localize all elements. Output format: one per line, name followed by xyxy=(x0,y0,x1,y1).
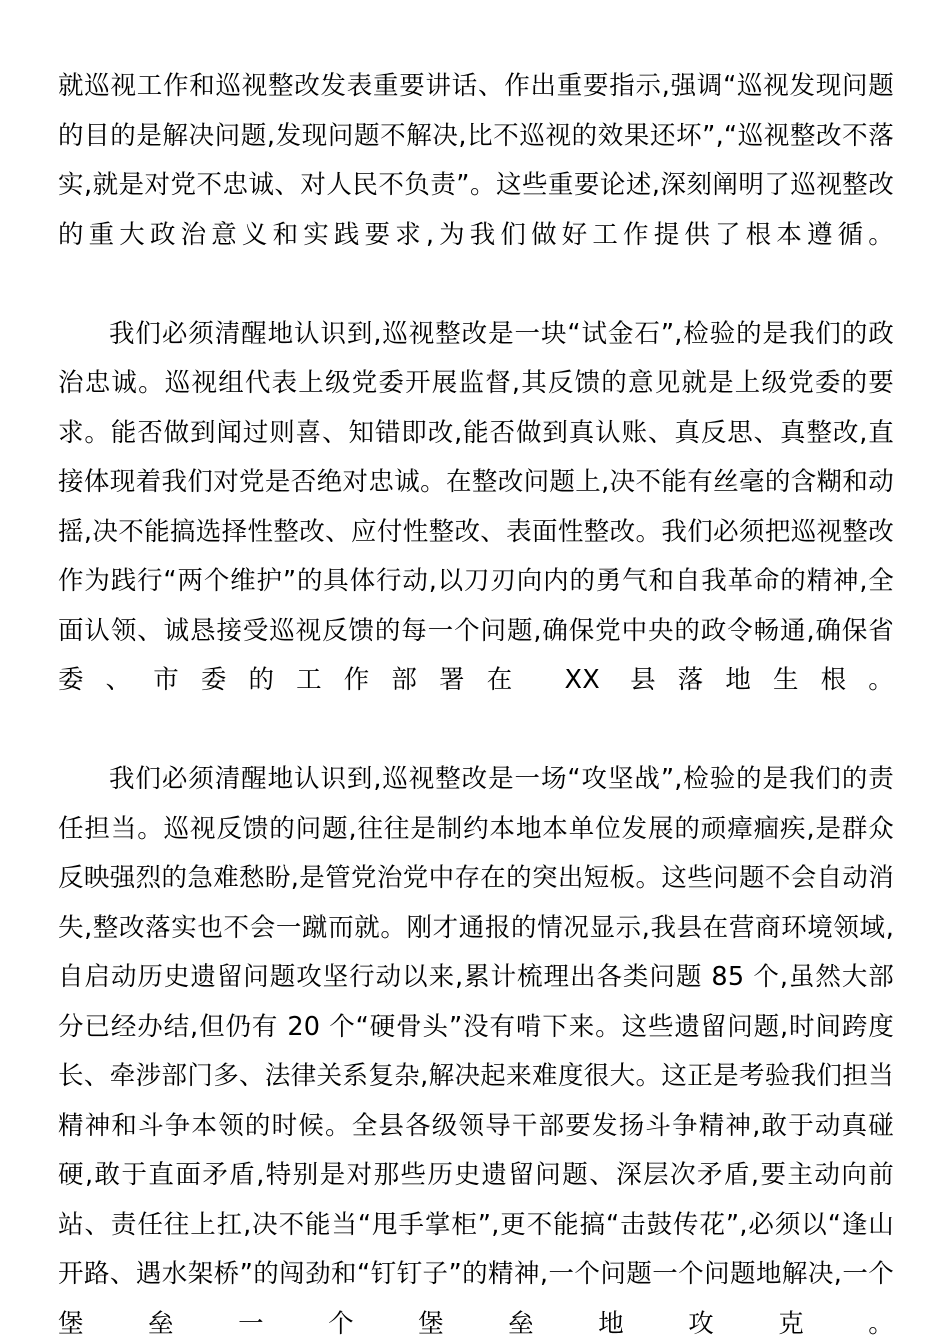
document-text-body xyxy=(58,62,894,1344)
paragraph-3: 我们必须清醒地认识到,巡视整改是一场“攻坚战”,检验的是我们的责任担当。巡视反馈的问题,往往是制约本地本单位发展的顽瘴痼疾,是群众反映强烈的急难愁盼,是管党治党中存在的突出短板。这些问题不会自动消失,整改落实也不会一蹴而就。刚才通报的情况显示,我县在营商环境领域,自启动历史遗留问题攻坚行动以来,累计梳理出各类问题 85 个,虽然大部分已经办结,但仍有 20 个“硬骨头”没有啃下来。这些遗留问题,时间跨度长、牵涉部门多、法律关系复杂,解决起来难度很大。这正是考验我们担当精神和斗争本领的时候。全县各级领导干部要发扬斗争精神,敢于动真碰硬,敢于直面矛盾,特别是对那些历史遗留问题、深层次矛盾,要主动向前站、责任往上扛,决不能当“甩手掌柜”,更不能搞“击鼓传花”,必须以“逢山开路、遇水架桥”的闯劲和“钉钉子”的精神,一个问题一个问题地解决,一个堡垒一个堡垒地攻克。 xyxy=(58,764,894,1339)
paragraph-1: 就巡视工作和巡视整改发表重要讲话、作出重要指示,强调“巡视发现问题的目的是解决问题,发现问题不解决,比不巡视的效果还坏”,“巡视整改不落实,就是对党不忠诚、对人民不负责”。这些重要论述,深刻阐明了巡视整改的重大政治意义和实践要求,为我们做好工作提供了根本遵循。 xyxy=(58,71,894,250)
paragraph-2: 我们必须清醒地认识到,巡视整改是一块“试金石”,检验的是我们的政治忠诚。巡视组代表上级党委开展监督,其反馈的意见就是上级党委的要求。能否做到闻过则喜、知错即改,能否做到真认账、真反思、真整改,直接体现着我们对党是否绝对忠诚。在整改问题上,决不能有丝毫的含糊和动摇,决不能搞选择性整改、应付性整改、表面性整改。我们必须把巡视整改作为践行“两个维护”的具体行动,以刀刃向内的勇气和自我革命的精神,全面认领、诚恳接受巡视反馈的每一个问题,确保党中央的政令畅通,确保省委、市委的工作部署在 XX 县落地生根。 xyxy=(58,318,894,695)
